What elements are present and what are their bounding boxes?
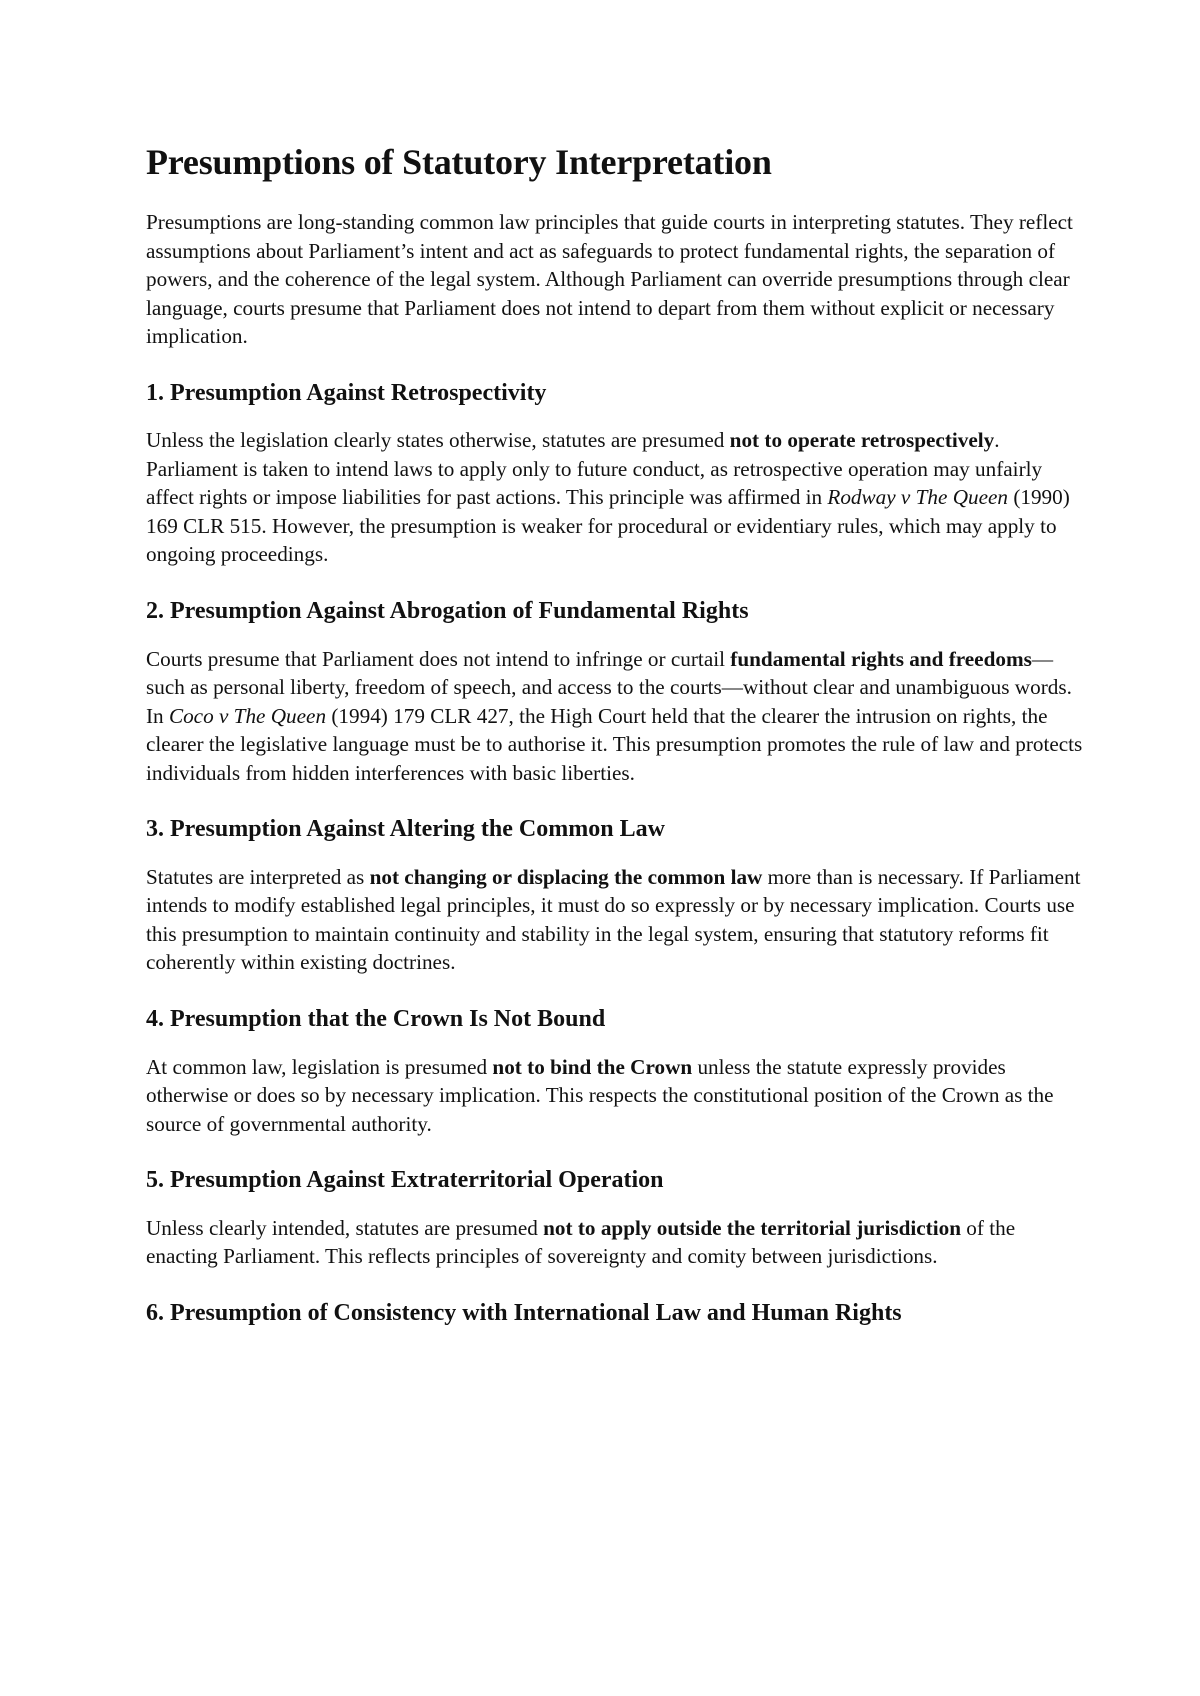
bold-phrase: not to apply outside the territorial jurisdiction <box>543 1215 961 1240</box>
case-name: Coco v The Queen <box>168 703 327 728</box>
section-body-extraterritorial <box>146 1214 1086 1271</box>
body-text: Unless clearly intended, statutes are presumed <box>146 1215 544 1240</box>
section-body-common-law <box>146 863 1086 977</box>
section-heading-extraterritorial: 5. Presumption Against Extraterritorial Operation <box>146 1167 664 1194</box>
body-text: (1994) 179 CLR 427, the High Court held that the clearer the intrusion on rights, the clearer the legislative language must be to authorise it. This presumption promotes the rule of law and protects individuals from hidden interferences with basic liberties. <box>146 703 1083 785</box>
body-text: At common law, legislation is presumed <box>146 1054 493 1079</box>
section-heading-crown: 4. Presumption that the Crown Is Not Bound <box>146 1005 606 1032</box>
section-heading-retrospectivity: 1. Presumption Against Retrospectivity <box>146 379 547 406</box>
section-heading-international-law: 6. Presumption of Consistency with International Law and Human Rights <box>146 1299 902 1326</box>
intro-paragraph: Presumptions are long-standing common law principles that guide courts in interpreting statutes. They reflect assumptions about Parliament’s intent and act as safeguards to protect fundamental rights, the separation of powers, and the coherence of the legal system. Although Parliament can override presumptions through clear language, courts presume that Parliament does not intend to depart from them without explicit or necessary implication. <box>146 210 1073 348</box>
body-text: Courts presume that Parliament does not intend to infringe or curtail <box>146 646 731 671</box>
section-heading-fundamental-rights: 2. Presumption Against Abrogation of Fundamental Rights <box>146 597 749 624</box>
bold-phrase: not changing or displacing the common law <box>369 864 763 889</box>
body-text: Unless the legislation clearly states otherwise, statutes are presumed <box>146 428 730 453</box>
body-text: . Parliament is taken to intend laws to apply only to future conduct, as retrospective operation may unfairly affect rights or impose liabilities for past actions. This principle was affirmed in <box>146 428 1043 510</box>
bold-phrase: not to bind the Crown <box>492 1054 693 1079</box>
body-text: of the enacting Parliament. This reflects principles of sovereignty and comity between jurisdictions. <box>146 1215 1016 1269</box>
bold-phrase: fundamental rights and freedoms <box>730 646 1032 671</box>
section-body-fundamental-rights <box>146 645 1086 788</box>
body-text: (1990) 169 CLR 515. However, the presumption is weaker for procedural or evidentiary rules, which may apply to ongoing proceedings. <box>146 485 1070 567</box>
section-body-crown <box>146 1053 1086 1139</box>
page-title: Presumptions of Statutory Interpretation <box>146 142 772 182</box>
section-heading-common-law: 3. Presumption Against Altering the Common Law <box>146 816 665 843</box>
case-name: Rodway v The Queen <box>827 485 1009 510</box>
section-body-retrospectivity <box>146 426 1086 569</box>
body-text: more than is necessary. If Parliament intends to modify established legal principles, it must do so expressly or by necessary implication. Courts use this presumption to maintain continuity and stability in the legal system, ensuring that statutory reforms fit coherently within existing doctrines. <box>146 864 1081 975</box>
bold-phrase: not to operate retrospectively <box>729 428 995 453</box>
document-content <box>146 140 1086 1347</box>
body-text: Statutes are interpreted as <box>146 864 370 889</box>
body-text: —such as personal liberty, freedom of speech, and access to the courts—without clear and unambiguous words. In <box>146 646 1072 728</box>
body-text: unless the statute expressly provides otherwise or does so by necessary implication. This respects the constitutional position of the Crown as the source of governmental authority. <box>146 1054 1054 1136</box>
